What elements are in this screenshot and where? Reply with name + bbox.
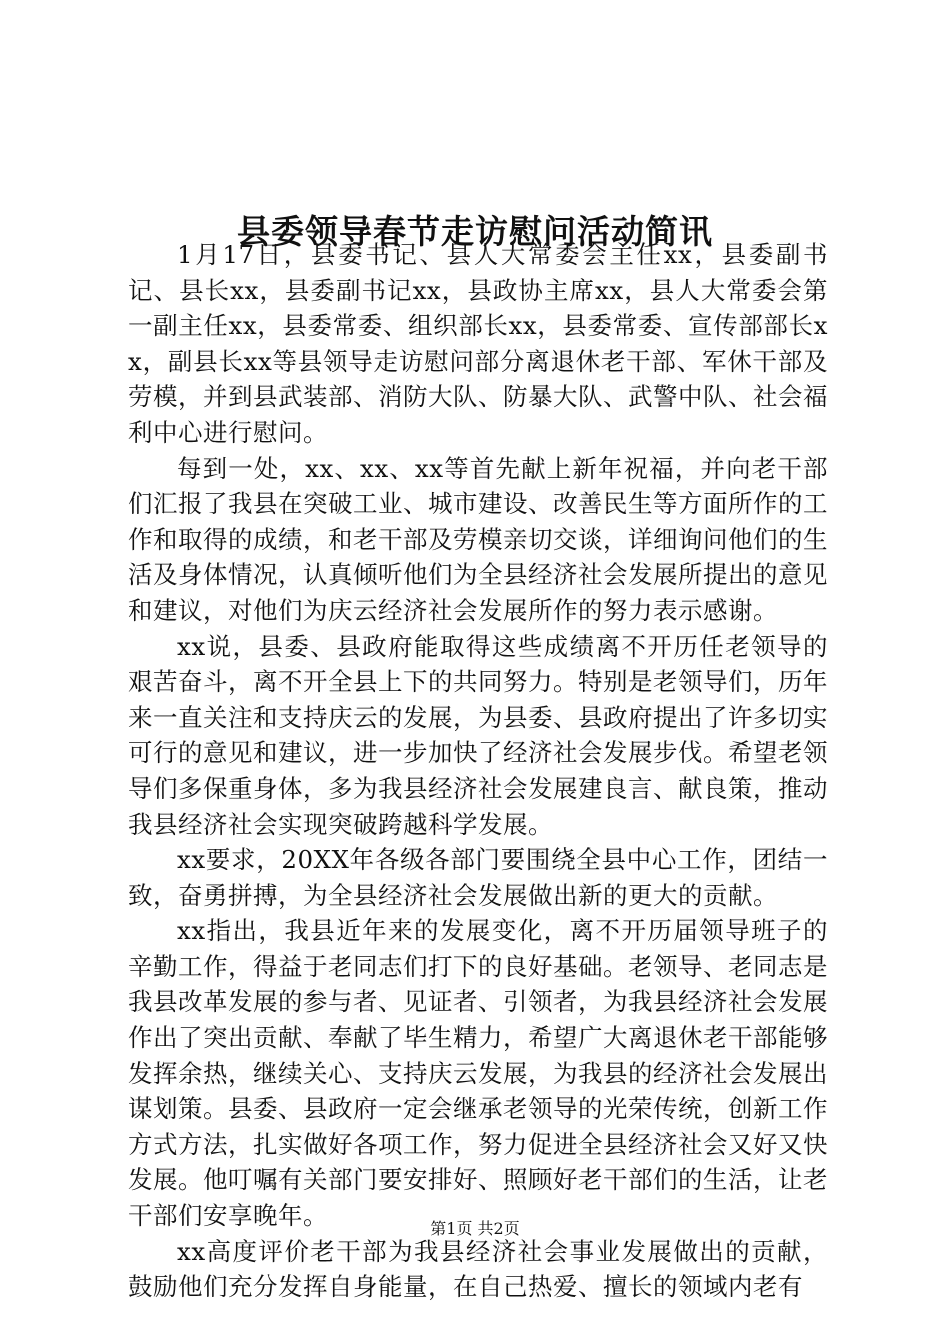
paragraph-5: xx指出，我县近年来的发展变化，离不开历届领导班子的辛勤工作，得益于老同志们打下的良好基础。老领导、老同志是我县改革发展的参与者、见证者、引领者，为我县经济社会发展作出了突出贡献、奉献了毕生精力，希望广大离退休老干部能够发挥余热，继续关心、支持庆云发展，为我县的经济社会发展出谋划策。县委、县政府一定会继承老领导的光荣传统，创新工作方式方法，扎实做好各项工作，努力促进全县经济社会又好又快发展。他叮嘱有关部门要安排好、照顾好老干部们的生活，让老干部们安享晚年。 bbox=[128, 916, 828, 1231]
page-footer: 第1页 共2页 bbox=[430, 1219, 520, 1238]
paragraph-1: 1月17日，县委书记、县人大常委会主任xx，县委副书记、县长xx，县委副书记xx，县政协主席xx，县人大常委会第一副主任xx，县委常委、组织部长xx，县委常委、宣传部部长xx，副县长xx等县领导走访慰问部分离退休老干部、军休干部及劳模，并到县武装部、消防大队、防暴大队、武警中队、社会福利中心进行慰问。 bbox=[128, 240, 828, 447]
paragraph-3: xx说，县委、县政府能取得这些成绩离不开历任老领导的艰苦奋斗，离不开全县上下的共同努力。特别是老领导们，历年来一直关注和支持庆云的发展，为县委、县政府提出了许多切实可行的意见和建议，进一步加快了经济社会发展步伐。希望老领导们多保重身体，多为我县经济社会发展建良言、献良策，推动我县经济社会实现突破跨越科学发展。 bbox=[128, 631, 828, 839]
paragraph-4: xx要求，20XX年各级各部门要围绕全县中心工作，团结一致，奋勇拼搏，为全县经济社会发展做出新的更大的贡献。 bbox=[128, 845, 828, 910]
document-body bbox=[128, 237, 828, 1305]
paragraph-2: 每到一处，xx、xx、xx等首先献上新年祝福，并向老干部们汇报了我县在突破工业、城市建设、改善民生等方面所作的工作和取得的成绩，和老干部及劳模亲切交谈，详细询问他们的生活及身体情况，认真倾听他们为全县经济社会发展所提出的意见和建议，对他们为庆云经济社会发展所作的努力表示感谢。 bbox=[128, 453, 828, 625]
paragraph-6: xx高度评价老干部为我县经济社会事业发展做出的贡献，鼓励他们充分发挥自身能量，在自己热爱、擅长的领域内老有 bbox=[128, 1236, 828, 1302]
page-title: 县委领导春节走访慰问活动简讯 bbox=[237, 212, 713, 252]
